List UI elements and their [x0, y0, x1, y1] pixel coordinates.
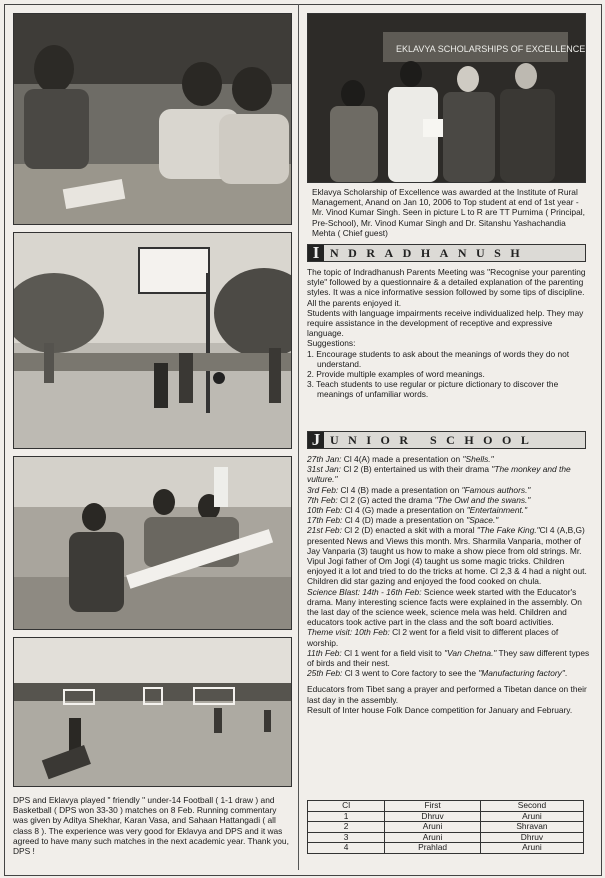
- list-item: 3rd Feb: Cl 4 (B) made a presentation on "Famous authors.": [307, 484, 531, 495]
- table-cell: 3: [308, 832, 385, 843]
- table-cell: Prahlad: [385, 843, 481, 854]
- table-cell: 2: [308, 822, 385, 833]
- indradhanush-heading-initial: I: [308, 245, 324, 261]
- table-cell: 1: [308, 811, 385, 822]
- indradhanush-heading-text: NDRADHANUSH: [330, 245, 530, 260]
- table-cell: Aruni: [385, 822, 481, 833]
- junior-school-heading-initial: J: [308, 432, 324, 448]
- table-cell: 4: [308, 843, 385, 854]
- basketball-match-photo: [13, 232, 292, 449]
- table-cell: Shravan: [480, 822, 583, 833]
- table-header-cell: Cl: [308, 801, 385, 812]
- tibet-para: Educators from Tibet sang a prayer and performed a Tibetan dance on their last day in the assembly.: [307, 684, 587, 705]
- list-item: 17th Feb: Cl 4 (D) made a presentation on "Space.": [307, 515, 499, 526]
- table-header-row: [308, 801, 584, 812]
- list-item: 1. Encourage students to ask about the meanings of words they do not understand.: [307, 348, 570, 369]
- junior-school-heading: [307, 431, 586, 449]
- junior-school-body: [307, 454, 590, 715]
- list-item: 21st Feb: Cl 2 (D) enacted a skit with a moral "The Fake King."Cl 4 (A,B,G) presented News and Views this month. Mrs. Sharmila Vanparia, mother of Jay Vanparia (3) taught us how to make a show piece from old strings. Mr. Vipul Jogi father of Om Jogi (4) taught us some magic tricks. Children enjoyed it a lot and tried to do the tricks at home. Cl 2,3 & 4 had a night out. Children did star gazing and enjoyed the food cooked on chula.: [307, 525, 587, 587]
- table-header-cell: Second: [480, 801, 583, 812]
- suggestions-list: [307, 349, 590, 400]
- indradhanush-para-2: Students with language impairments receive individualized help. They may require assistance in the development of receptive and expressive language.: [307, 307, 584, 339]
- table-row: [308, 832, 584, 843]
- list-item: 11th Feb: Cl 1 went for a field visit to "Van Chetna." They saw different types of birds and their nest.: [307, 647, 590, 669]
- table-cell: Aruni: [480, 811, 583, 822]
- football-caption: DPS and Eklavya played " friendly " under-14 Football ( 1-1 draw ) and Basketball ( DPS won 33-30 ) matches on 8 Feb. Running commentary was given by Aditya Shekhar, Karan Vasa, and Sahaan Hattangadi ( all class 8 ). The experience was very good for Eklavya and DPS and it was agreed to have many such matches in the next academic year. Thank you, DPS !: [13, 795, 289, 857]
- list-item: Science Blast: 14th - 16th Feb: Science week started with the Educator's drama. Many interesting science facts were explained in the assembly. On the last day of the science week, science mela was held. Children and educators took active part in the class and the soft board activities.: [307, 586, 582, 628]
- list-item: Theme visit: 10th Feb: Cl 2 went for a field visit to different places of worship.: [307, 627, 559, 648]
- scholarship-banner-text: EKLAVYA SCHOLARSHIPS OF EXCELLENCE: [396, 44, 585, 54]
- table-row: [308, 843, 584, 854]
- students-commentary-photo: [13, 13, 292, 225]
- table-cell: Aruni: [480, 843, 583, 854]
- scholarship-caption: Eklavya Scholarship of Excellence was awarded at the Institute of Rural Management, Anand on Jan 10, 2006 to Top student at end of 1st year - Mr. Vinod Kumar Singh. Seen in picture L to R are TT Purnima ( Principal, Pre-School), Mr. Vinod Kumar Singh and Dr. Sitanshu Yashachandia Mehta ( Chief guest): [312, 187, 585, 238]
- table-cell: Dhruv: [480, 832, 583, 843]
- scholarship-award-photo: [307, 13, 586, 183]
- table-row: [308, 811, 584, 822]
- junior-school-heading-text: UNIOR SCHOOL: [330, 432, 539, 447]
- list-item: 3. Teach students to use regular or picture dictionary to discover the meanings of unfamiliar words.: [307, 379, 559, 400]
- table-cell: Aruni: [385, 832, 481, 843]
- indradhanush-heading: [307, 244, 586, 262]
- list-item: 25th Feb: Cl 3 went to Core factory to see the "Manufacturing factory".: [307, 668, 568, 679]
- list-item: 2. Provide multiple examples of word meanings.: [307, 369, 485, 380]
- result-para: Result of Inter house Folk Dance competition for January and February.: [307, 704, 573, 715]
- list-item: 27th Jan: Cl 4(A) made a presentation on "Shells.": [307, 454, 494, 464]
- column-divider: [298, 4, 299, 870]
- list-item: 7th Feb: Cl 2 (G) acted the drama "The Owl and the swans.": [307, 494, 531, 505]
- suggestions-label: Suggestions:: [307, 338, 356, 349]
- list-item: 31st Jan: Cl 2 (B) entertained us with their drama "The monkey and the vulture.": [307, 464, 571, 485]
- table-header-cell: First: [385, 801, 481, 812]
- indradhanush-para-1: The topic of Indradhanush Parents Meeting was "Recognise your parenting style" followed by a questionnaire & a detailed explanation of the parenting styles. It was a nice informative session followed by some tips of discipline. All the parents enjoyed it.: [307, 267, 586, 308]
- football-match-photo: [13, 637, 292, 787]
- indradhanush-body: [307, 267, 590, 400]
- table-cell: Dhruv: [385, 811, 481, 822]
- table-row: [308, 822, 584, 833]
- folk-dance-results-table: [307, 800, 584, 854]
- commentary-table-photo: [13, 456, 292, 630]
- list-item: 10th Feb: Cl 4 (G) made a presentation on "Entertainment.": [307, 505, 528, 516]
